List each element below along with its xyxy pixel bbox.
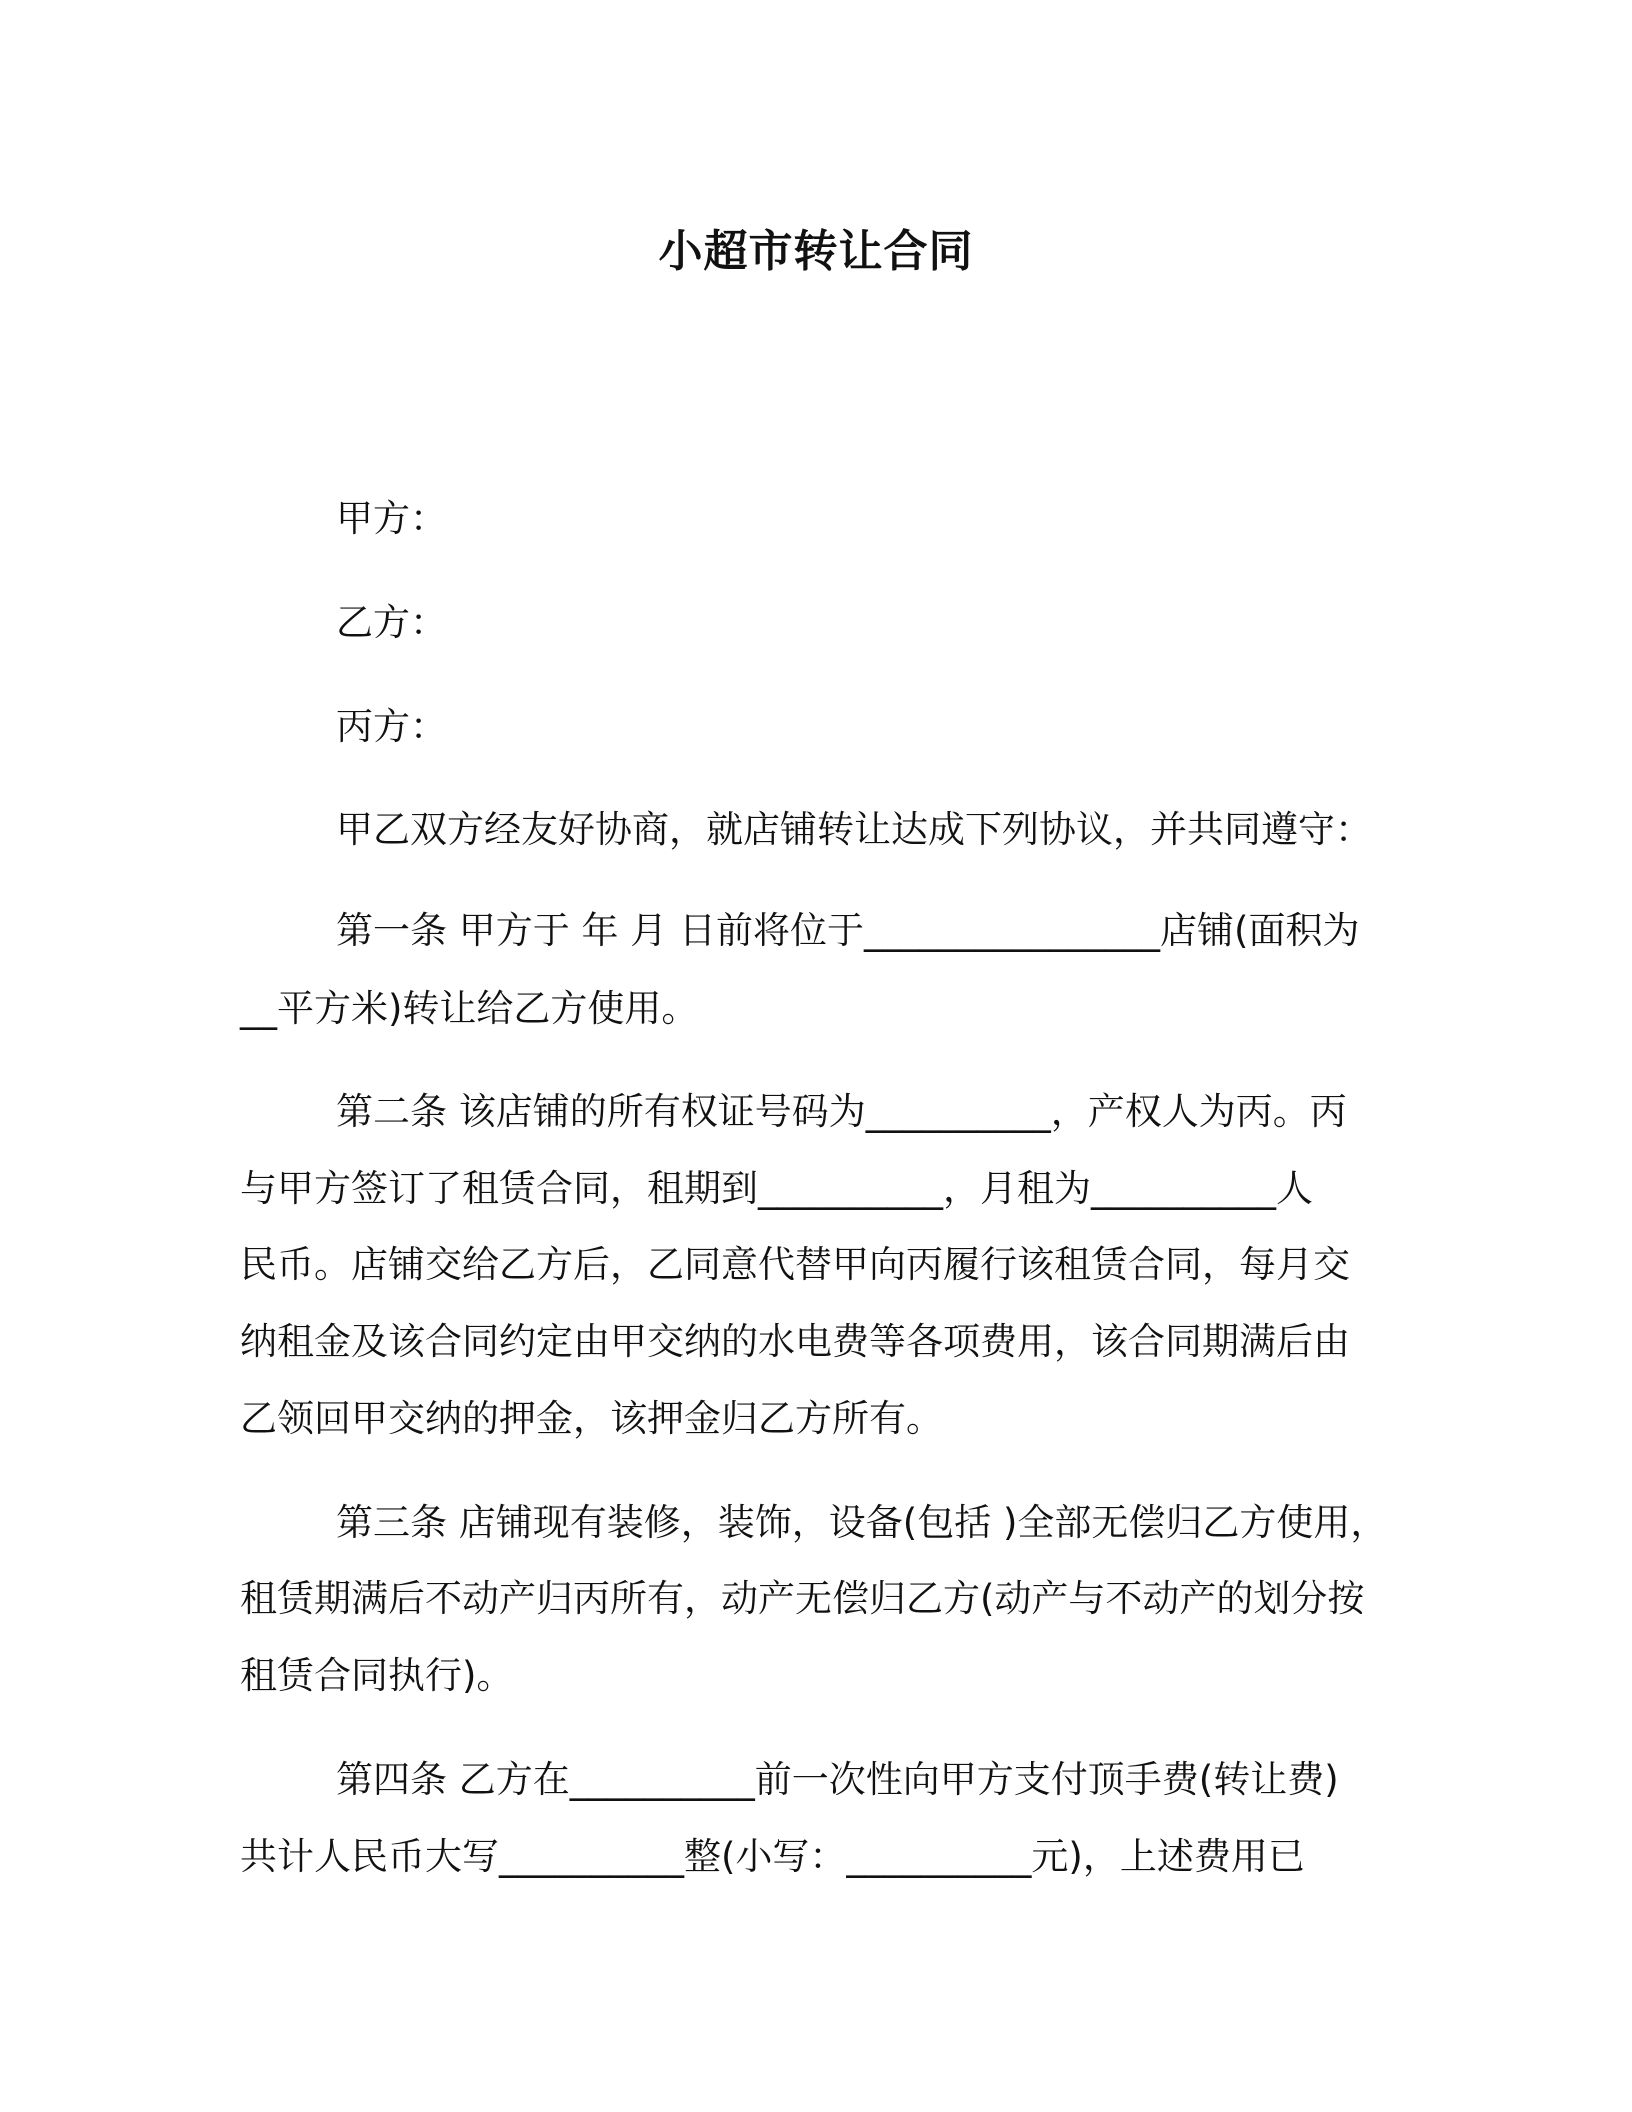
article-2-line-5: 乙领回甲交纳的押金，该押金归乙方所有。: [240, 1397, 943, 1440]
party-b-line: 乙方：: [336, 601, 447, 644]
article-3-line-2: 租赁期满后不动产归丙所有，动产无偿归乙方(动产与不动产的划分按: [240, 1577, 1365, 1620]
article-3-line-1: 第三条 店铺现有装修，装饰，设备(包括 )全部无偿归乙方使用，: [336, 1501, 1388, 1544]
party-a-line: 甲方：: [336, 497, 447, 540]
article-4-line-1: 第四条 乙方在__________前一次性向甲方支付顶手费(转让费): [336, 1758, 1339, 1801]
article-2-line-3: 民币。店铺交给乙方后，乙同意代替甲向丙履行该租赁合同，每月交: [240, 1243, 1350, 1286]
document-title: 小超市转让合同: [658, 226, 974, 277]
party-c-line: 丙方：: [336, 705, 447, 748]
article-2-line-4: 纳租金及该合同约定由甲交纳的水电费等各项费用，该合同期满后由: [240, 1320, 1350, 1363]
article-2-line-1: 第二条 该店铺的所有权证号码为__________，产权人为丙。丙: [336, 1090, 1347, 1133]
article-2-line-2: 与甲方签订了租赁合同，租期到__________，月租为__________人: [240, 1167, 1313, 1210]
article-3-line-3: 租赁合同执行)。: [240, 1654, 514, 1697]
article-1-line-2: __平方米)转让给乙方使用。: [240, 987, 699, 1030]
preamble-line: 甲乙双方经友好协商，就店铺转让达成下列协议，并共同遵守：: [336, 808, 1372, 851]
article-1-line-1: 第一条 甲方于 年 月 日前将位于________________店铺(面积为: [336, 909, 1360, 952]
article-4-line-2: 共计人民币大写__________整(小写：__________元)，上述费用已: [240, 1835, 1305, 1878]
